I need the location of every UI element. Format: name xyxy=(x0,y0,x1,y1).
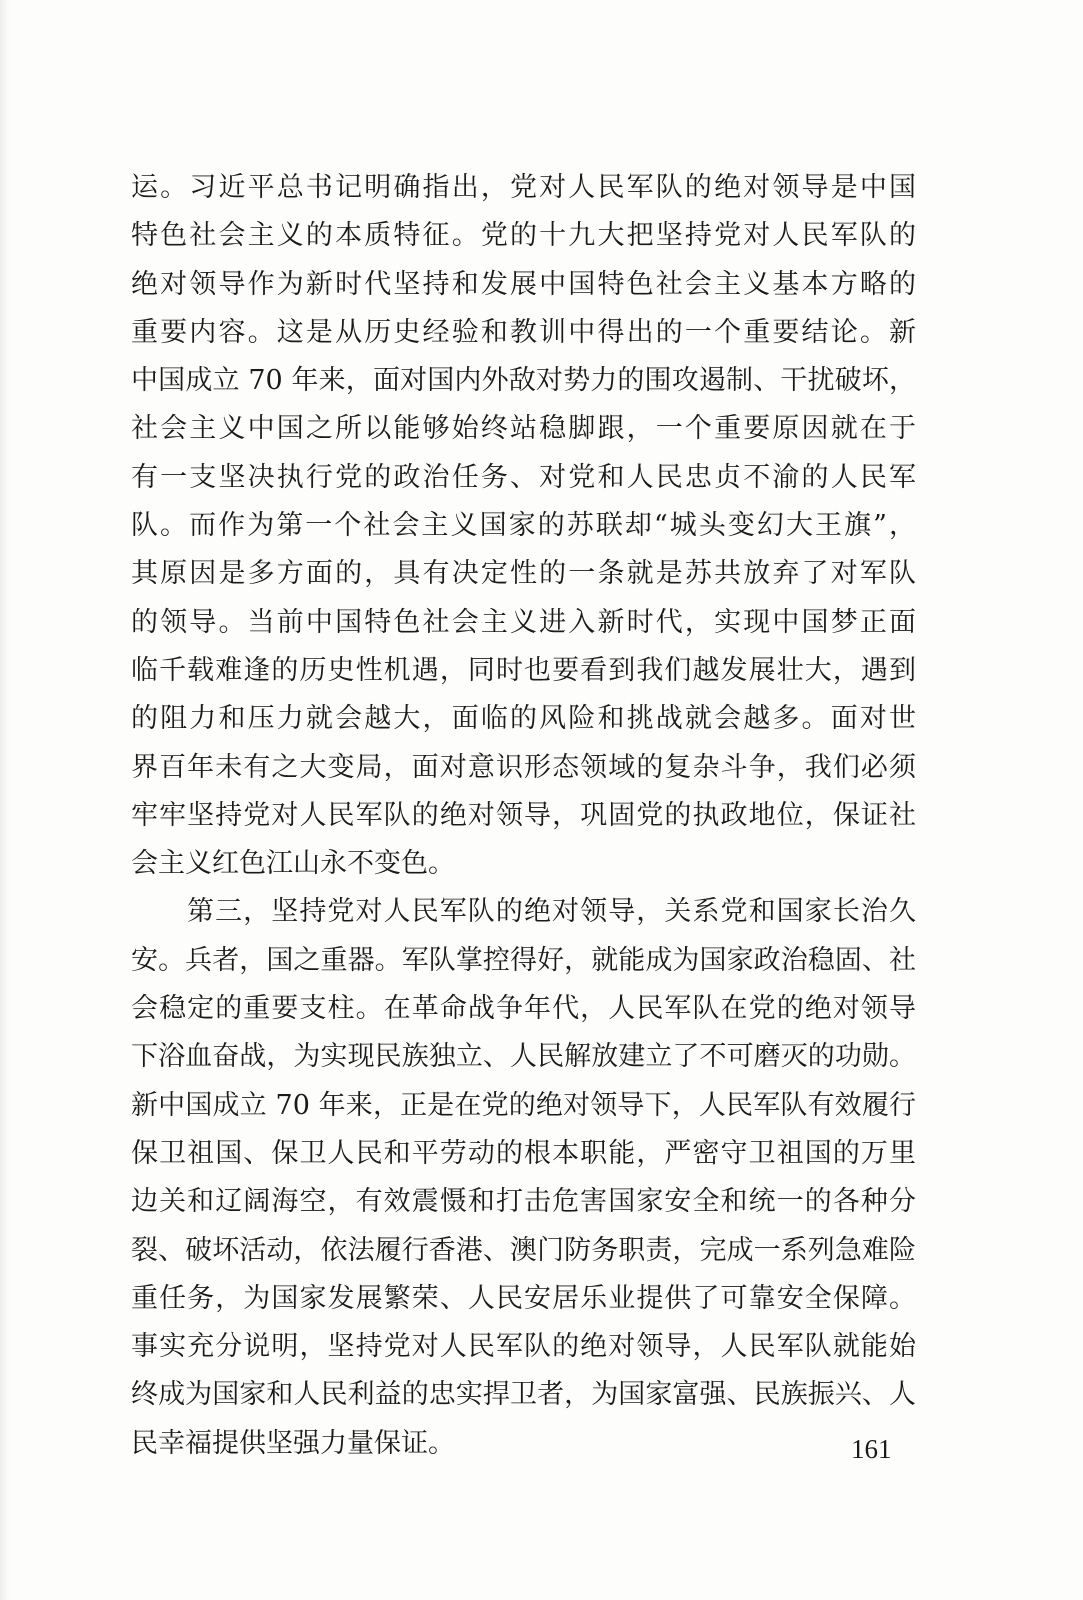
text-line: 第三，坚持党对人民军队的绝对领导，关系党和国家长治久 xyxy=(187,896,916,928)
text-line: 临千载难逢的历史性机遇，同时也要看到我们越发展壮大，遇到 xyxy=(131,654,916,686)
text-line: 中国成立 70 年来，面对国内外敌对势力的围攻遏制、干扰破坏， xyxy=(131,365,916,397)
text-line: 会主义红色江山永不变色。 xyxy=(131,848,455,880)
text-line: 事实充分说明，坚持党对人民军队的绝对领导，人民军队就能始 xyxy=(131,1331,916,1363)
paragraph-1 xyxy=(131,164,916,888)
text-line: 的阻力和压力就会越大，面临的风险和挑战就会越多。面对世 xyxy=(131,703,916,735)
text-line: 裂、破坏活动，依法履行香港、澳门防务职责，完成一系列急难险 xyxy=(131,1234,916,1266)
text-line: 重要内容。这是从历史经验和教训中得出的一个重要结论。新 xyxy=(131,316,916,348)
text-line: 的领导。当前中国特色社会主义进入新时代，实现中国梦正面 xyxy=(131,606,916,638)
page-number: 161 xyxy=(851,1434,892,1464)
text-line: 队。而作为第一个社会主义国家的苏联却“城头变幻大王旗”， xyxy=(131,510,916,542)
text-line: 绝对领导作为新时代坚持和发展中国特色社会主义基本方略的 xyxy=(131,268,916,300)
text-line: 特色社会主义的本质特征。党的十九大把坚持党对人民军队的 xyxy=(131,220,916,252)
text-line: 会稳定的重要支柱。在革命战争年代，人民军队在党的绝对领导 xyxy=(131,993,916,1025)
page-edge-shadow xyxy=(0,0,10,1600)
text-line: 终成为国家和人民利益的忠实捍卫者，为国家富强、民族振兴、人 xyxy=(131,1379,916,1411)
text-line: 边关和辽阔海空，有效震慑和打击危害国家安全和统一的各种分 xyxy=(131,1186,916,1218)
text-line: 新中国成立 70 年来，正是在党的绝对领导下，人民军队有效履行 xyxy=(131,1089,916,1121)
paragraph-2 xyxy=(131,888,916,1468)
text-line: 社会主义中国之所以能够始终站稳脚跟，一个重要原因就在于 xyxy=(131,413,916,445)
text-line: 下浴血奋战，为实现民族独立、人民解放建立了不可磨灭的功勋。 xyxy=(131,1041,916,1073)
text-line: 保卫祖国、保卫人民和平劳动的根本职能，严密守卫祖国的万里 xyxy=(131,1137,916,1169)
text-line: 牢牢坚持党对人民军队的绝对领导，巩固党的执政地位，保证社 xyxy=(131,799,916,831)
text-line: 重任务，为国家发展繁荣、人民安居乐业提供了可靠安全保障。 xyxy=(131,1282,916,1314)
text-line: 其原因是多方面的，具有决定性的一条就是苏共放弃了对军队 xyxy=(131,558,916,590)
text-line: 运。习近平总书记明确指出，党对人民军队的绝对领导是中国 xyxy=(131,172,916,203)
body-text xyxy=(131,164,916,1468)
text-line: 有一支坚决执行党的政治任务、对党和人民忠贞不渝的人民军 xyxy=(131,461,916,493)
text-line: 安。兵者，国之重器。军队掌控得好，就能成为国家政治稳固、社 xyxy=(131,944,916,976)
text-line: 民幸福提供坚强力量保证。 xyxy=(131,1427,455,1459)
text-line: 界百年未有之大变局，面对意识形态领域的复杂斗争，我们必须 xyxy=(131,751,916,783)
